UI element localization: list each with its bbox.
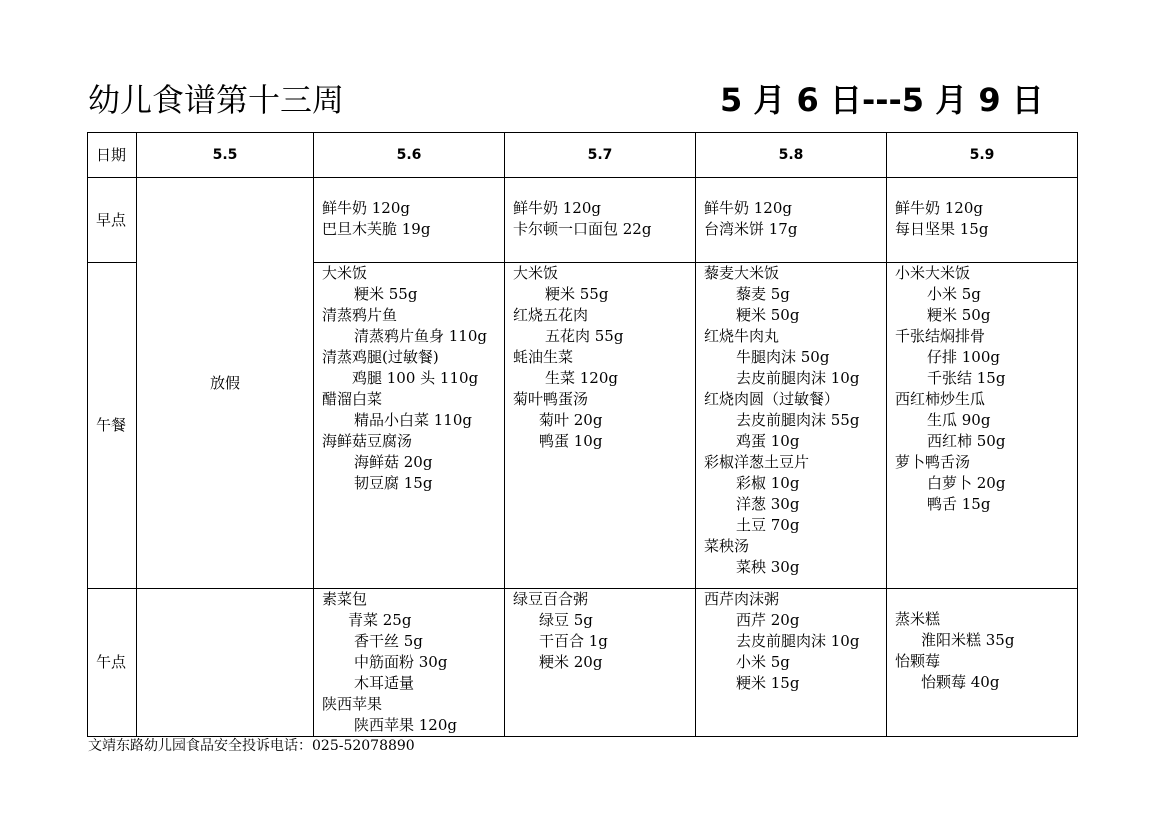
ingredient-line: 淮阳米糕 35g: [921, 631, 1015, 649]
ingredient-line: 怡颗莓 40g: [921, 673, 1000, 691]
dish-name: 海鲜菇豆腐汤: [322, 432, 413, 450]
date-header-label: 日期: [88, 133, 137, 178]
lunch-cell-5-9: [887, 263, 1078, 589]
dish-name: 素菜包: [322, 590, 368, 608]
snack-row: [88, 589, 1078, 737]
ingredient-line: 中筋面粉 30g: [354, 653, 448, 671]
dish-name: 蚝油生菜: [513, 348, 574, 366]
ingredient-line: 小米 5g: [927, 285, 981, 303]
page-title: 幼儿食谱第十三周: [88, 81, 345, 119]
day-header-5-9: 5.9: [887, 133, 1078, 178]
dish-name: 藜麦大米饭: [704, 264, 780, 282]
snack-label: 午点: [88, 589, 137, 737]
ingredient-line: 粳米 15g: [736, 674, 800, 692]
day-header-5-6: 5.6: [314, 133, 505, 178]
dish-name: 菊叶鸭蛋汤: [513, 390, 589, 408]
dish-name: 菜秧汤: [704, 537, 750, 555]
ingredient-line: 干百合 1g: [539, 632, 608, 650]
dish-name: 怡颗莓: [895, 652, 941, 670]
dish-name: 陕西苹果: [322, 695, 383, 713]
snack-cell-5-7: [505, 589, 696, 737]
dish-name: 红烧五花肉: [513, 306, 589, 324]
ingredient-line: 粳米 50g: [927, 306, 991, 324]
dish-name: 鲜牛奶 120g: [704, 199, 793, 217]
ingredient-line: 白萝卜 20g: [927, 474, 1006, 492]
dish-name: 蒸米糕: [895, 610, 941, 628]
holiday-cell: 放假: [137, 178, 314, 589]
breakfast-cell-5-9: [887, 178, 1078, 263]
dish-name: 彩椒洋葱土豆片: [704, 453, 810, 471]
breakfast-cell-5-7: [505, 178, 696, 263]
ingredient-line: 西红柿 50g: [927, 432, 1006, 450]
ingredient-line: 牛腿肉沫 50g: [736, 348, 830, 366]
ingredient-line: 鸭舌 15g: [927, 495, 991, 513]
ingredient-line: 生菜 120g: [545, 369, 619, 387]
ingredient-line: 木耳适量: [354, 674, 415, 692]
ingredient-line: 五花肉 55g: [545, 327, 624, 345]
ingredient-line: 菜秧 30g: [736, 558, 800, 576]
ingredient-line: 生瓜 90g: [927, 411, 991, 429]
dish-name: 小米大米饭: [895, 264, 971, 282]
ingredient-line: 仔排 100g: [927, 348, 1001, 366]
dish-name: 红烧牛肉丸: [704, 327, 780, 345]
ingredient-line: 鸭蛋 10g: [539, 432, 603, 450]
dish-name: 鲜牛奶 120g: [513, 199, 602, 217]
day-header-5-8: 5.8: [696, 133, 887, 178]
lunch-cell-5-8: [696, 263, 887, 589]
snack-cell-5-9: [887, 589, 1078, 737]
ingredient-line: 海鲜菇 20g: [354, 453, 433, 471]
breakfast-cell-5-6: [314, 178, 505, 263]
complaint-hotline: 文靖东路幼儿园食品安全投诉电话：025-52078890: [88, 738, 415, 754]
ingredient-line: 小米 5g: [736, 653, 790, 671]
ingredient-line: 去皮前腿肉沫 55g: [736, 411, 860, 429]
dish-name: 千张结焖排骨: [895, 327, 986, 345]
dish-name: 每日坚果 15g: [895, 220, 989, 238]
day-header-5-5: 5.5: [137, 133, 314, 178]
dish-name: 清蒸鸡腿(过敏餐): [322, 348, 439, 366]
lunch-cell-5-7: [505, 263, 696, 589]
dish-name: 醋溜白菜: [322, 390, 383, 408]
dish-name: 台湾米饼 17g: [704, 220, 798, 238]
ingredient-line: 粳米 50g: [736, 306, 800, 324]
breakfast-label: 早点: [88, 178, 137, 263]
dish-name: 西红柿炒生瓜: [895, 390, 986, 408]
dish-name: 卡尔顿一口面包 22g: [513, 220, 652, 238]
ingredient-line: 粳米 20g: [539, 653, 603, 671]
dish-name: 鲜牛奶 120g: [895, 199, 984, 217]
ingredient-line: 精品小白菜 110g: [354, 411, 473, 429]
ingredient-line: 韧豆腐 15g: [354, 474, 433, 492]
dish-name: 大米饭: [513, 264, 559, 282]
dish-name: 绿豆百合粥: [513, 590, 589, 608]
lunch-cell-5-6: [314, 263, 505, 589]
snack-cell-5-8: [696, 589, 887, 737]
lunch-label: 午餐: [88, 263, 137, 589]
ingredient-line: 彩椒 10g: [736, 474, 800, 492]
ingredient-line: 菊叶 20g: [539, 411, 603, 429]
ingredient-line: 藜麦 5g: [736, 285, 790, 303]
dish-name: 红烧肉圆（过敏餐）: [704, 390, 840, 408]
ingredient-line: 粳米 55g: [354, 285, 418, 303]
dish-name: 萝卜鸭舌汤: [895, 453, 971, 471]
breakfast-cell-5-8: [696, 178, 887, 263]
ingredient-line: 鸡蛋 10g: [736, 432, 800, 450]
ingredient-line: 绿豆 5g: [539, 611, 593, 629]
ingredient-line: 土豆 70g: [736, 516, 800, 534]
ingredient-line: 粳米 55g: [545, 285, 609, 303]
ingredient-line: 去皮前腿肉沫 10g: [736, 369, 860, 387]
ingredient-line: 西芹 20g: [736, 611, 800, 629]
ingredient-line: 香干丝 5g: [354, 632, 423, 650]
ingredient-line: 洋葱 30g: [736, 495, 800, 513]
ingredient-line: 陕西苹果 120g: [354, 716, 458, 734]
day-header-5-7: 5.7: [505, 133, 696, 178]
dish-name: 清蒸鸦片鱼: [322, 306, 398, 324]
ingredient-line: 清蒸鸦片鱼身 110g: [354, 327, 488, 345]
ingredient-line: 鸡腿 100 头 110g: [352, 369, 479, 387]
dish-name: 巴旦木芙脆 19g: [322, 220, 431, 238]
dish-name: 鲜牛奶 120g: [322, 199, 411, 217]
breakfast-row: [88, 178, 1078, 263]
date-range: 5 月 6 日---5 月 9 日: [720, 81, 1044, 119]
dish-name: 大米饭: [322, 264, 368, 282]
ingredient-line: 去皮前腿肉沫 10g: [736, 632, 860, 650]
ingredient-line: 青菜 25g: [348, 611, 412, 629]
dish-name: 西芹肉沫粥: [704, 590, 780, 608]
header-row: [88, 133, 1078, 178]
menu-table: [87, 132, 1078, 737]
snack-cell-5-5: [137, 589, 314, 737]
ingredient-line: 千张结 15g: [927, 369, 1006, 387]
snack-cell-5-6: [314, 589, 505, 737]
